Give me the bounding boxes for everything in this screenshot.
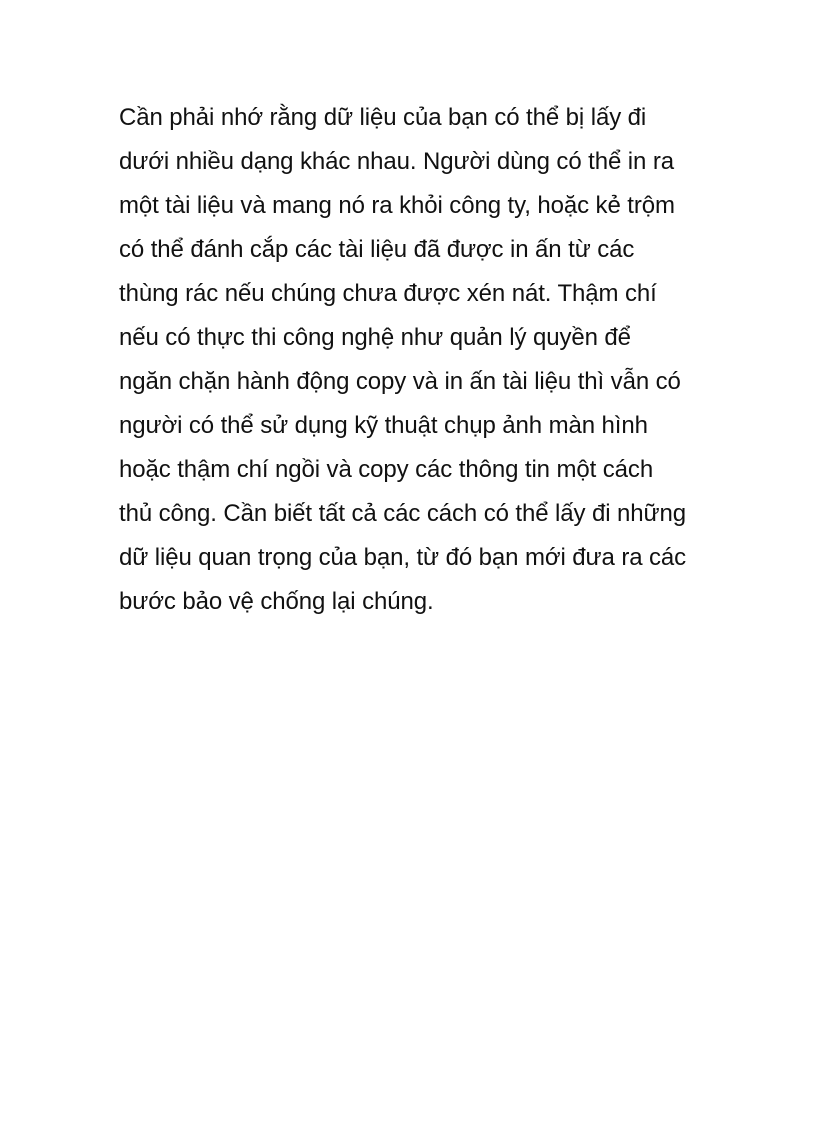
paragraph-line: có thể đánh cắp các tài liệu đã được in ấn từ các (119, 236, 635, 263)
paragraph-line: Cần phải nhớ rằng dữ liệu của bạn có thể bị lấy đi (119, 104, 647, 131)
paragraph-line: một tài liệu và mang nó ra khỏi công ty, hoặc kẻ trộm (119, 192, 675, 219)
paragraph-line: dưới nhiều dạng khác nhau. Người dùng có thể in ra (119, 148, 674, 175)
paragraph-line: thủ công. Cần biết tất cả các cách có thể lấy đi những (119, 500, 687, 527)
paragraph-line: ngăn chặn hành động copy và in ấn tài liệu thì vẫn có (119, 368, 681, 395)
paragraph-line: nếu có thực thi công nghệ như quản lý quyền để (119, 324, 631, 351)
paragraph-line: hoặc thậm chí ngồi và copy các thông tin một cách (119, 456, 654, 483)
paragraph-line: dữ liệu quan trọng của bạn, từ đó bạn mới đưa ra các (119, 544, 687, 571)
paragraph-line: người có thể sử dụng kỹ thuật chụp ảnh màn hình (119, 412, 648, 439)
paragraph-line: thùng rác nếu chúng chưa được xén nát. Thậm chí (119, 280, 657, 307)
body-paragraph (119, 96, 719, 624)
paragraph-line: bước bảo vệ chống lại chúng. (119, 588, 434, 615)
